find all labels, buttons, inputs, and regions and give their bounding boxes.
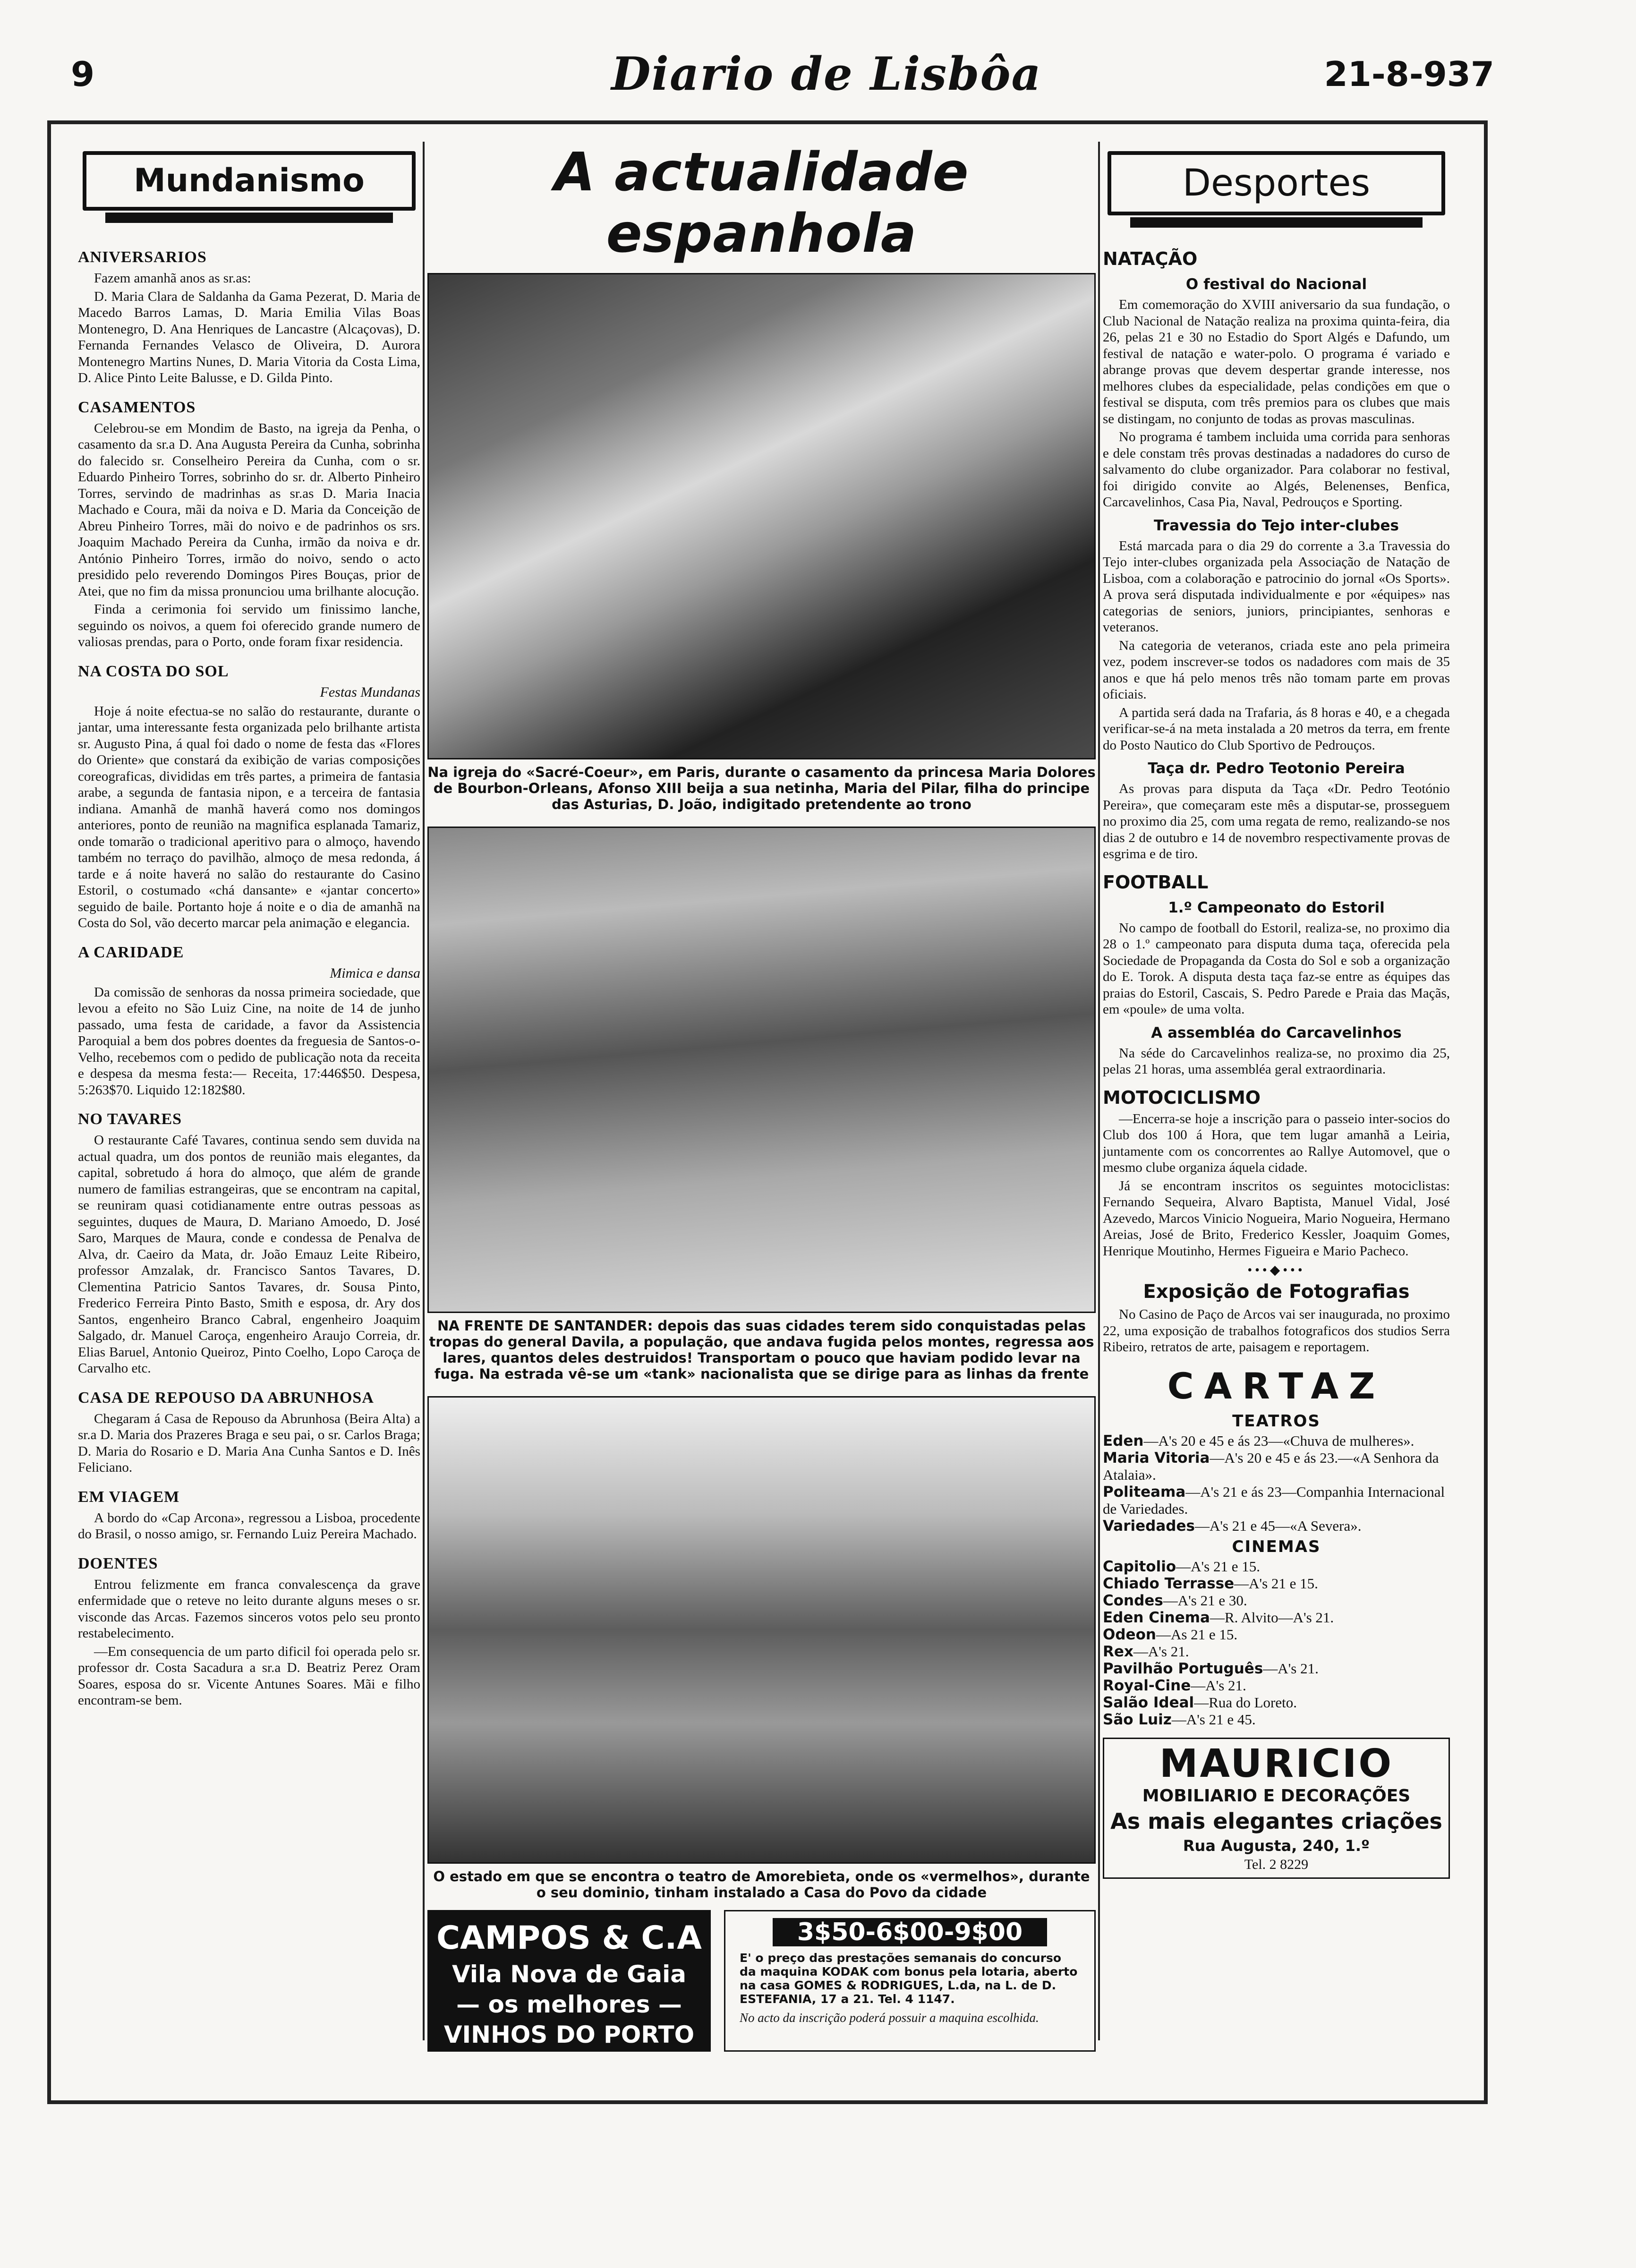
section-heading: DOENTES: [78, 1554, 158, 1572]
showtime: —A's 21 e ás 23—Companhia Internacional de Variedades.: [1103, 1483, 1445, 1517]
article-paragraph: Hoje á noite efectua-se no salão do restaurante, durante o jantar, uma interessante festa organizada pelo brilhante artista sr. Augusto Pina, á qual foi dado o nome de festa das «Flores do Oriente» que constará da exibição de varias composições coreograficas, divididas em três partes, a primeira de fantasia arabe, a segunda de fantasia nipon, e a terceira de fantasia indiana. Amanhã de manhã haverá como nos domingos anteriores, ponto de reunião na magnifica esplanada Tamariz, onde tomarão o tradicional aperitivo para o almoço, havendo também no terraço do pavilhão, almoço de mesa redonda, á tarde e á noite haverá no salão do restaurante do Casino Estoril, o costumado «chá dansante» e «jantar concerto» seguido de baile. Portanto hoje á noite e o dia de amanhã na Costa do Sol, vão decerto marcar pela animação e elegancia.: [78, 703, 420, 930]
showtime: —Rua do Loreto.: [1194, 1694, 1297, 1711]
showtime: —As 21 e 15.: [1156, 1626, 1238, 1643]
article-paragraph: Fazem amanhã anos as sr.as:: [94, 271, 251, 286]
venue-name: Chiado Terrasse: [1103, 1575, 1235, 1592]
section-heading: ANIVERSARIOS: [78, 248, 207, 266]
venue-name: Variedades: [1103, 1517, 1195, 1535]
article-subheading: 1.º Campeonato do Estoril: [1168, 899, 1385, 916]
ad-phone: Tel. 2 8229: [1244, 1856, 1309, 1872]
article-paragraph: —Em consequencia de um parto dificil foi operada pelo sr. professor dr. Costa Sacadura a sr.a D. Beatriz Perez Oram Soares, esposa do sr. Vicente Antunes Soares. Mãi e filho encontram-se bem.: [78, 1644, 420, 1708]
mundanismo-header: Mundanismo: [83, 151, 416, 211]
showtime: —A's 21.: [1263, 1660, 1319, 1677]
section-heading: MOTOCICLISMO: [1103, 1087, 1261, 1108]
article-paragraph: Entrou felizmente em franca convalescença da grave enfermidade que o reteve no leito durante alguns meses o sr. visconde das Arcas. Fazemos sinceros votos pelo seu pronto restabelecimento.: [78, 1577, 420, 1641]
campos-wine-ad: [427, 1910, 711, 2052]
article-paragraph: Na categoria de veteranos, criada este ano pela primeira vez, podem inscrever-se todos os nadadores com mais de 35 anos e que há pelo menos três não tomam parte em provas oficiais.: [1103, 638, 1450, 702]
listing-entry: [1103, 1432, 1450, 1449]
listing-entry: [1103, 1592, 1450, 1609]
listing-entry: [1103, 1575, 1450, 1592]
article-paragraph: Na séde do Carcavelinhos realiza-se, no proximo dia 25, pelas 21 horas, uma assembléa geral extraordinaria.: [1103, 1045, 1450, 1077]
listing-entry: [1103, 1711, 1450, 1728]
football-section: [1103, 872, 1450, 1078]
mundanismo-sections: [78, 248, 420, 1709]
column-separator: [423, 142, 425, 2040]
showtime: —A's 21.: [1133, 1643, 1189, 1660]
venue-name: Condes: [1103, 1592, 1163, 1609]
kodak-contest-ad: [724, 1910, 1096, 2052]
section-heading: CASAMENTOS: [78, 398, 196, 416]
article-subheading: Travessia do Tejo inter-clubes: [1154, 517, 1399, 534]
venue-name: Eden: [1103, 1432, 1144, 1449]
ad-location: Vila Nova de Gaia: [452, 1961, 686, 1988]
desportes-column: [1103, 142, 1450, 1879]
ad-price: 3$50-6$00-9$00: [773, 1918, 1047, 1946]
teatros-list: [1103, 1432, 1450, 1535]
listing-entry: [1103, 1558, 1450, 1575]
ad-brand: CAMPOS & C.A: [436, 1919, 702, 1957]
advertisements: [427, 1910, 1096, 2052]
ad-product: VINHOS DO PORTO: [443, 2021, 695, 2048]
article-paragraph: A bordo do «Cap Arcona», regressou a Lisboa, procedente do Brasil, o nosso amigo, sr. Fernando Luiz Pereira Machado.: [78, 1510, 420, 1542]
photo-caption: O estado em que se encontra o teatro de Amorebieta, onde os «vermelhos», durante o seu dominio, tinham instalado a Casa do Povo da cidade: [433, 1868, 1090, 1901]
photo-caption: NA FRENTE DE SANTANDER: depois das suas cidades terem sido conquistadas pelas tropas do general Davila, a população, que andava fugida pelos montes, regressa aos lares, quantos deles destruidos! Transportam o pouco que haviam podido levar na fuga. Na estrada vê-se um «tank» nacionalista que se dirige para as linhas da frente: [429, 1318, 1094, 1382]
section-heading: EM VIAGEM: [78, 1488, 180, 1506]
venue-name: Rex: [1103, 1643, 1133, 1660]
article-paragraph: Está marcada para o dia 29 do corrente a 3.a Travessia do Tejo inter-clubes organizada pela Associação de Natação de Lisboa, com a colaboração e patrocinio do jornal «Os Sports». A prova será disputada individualmente e por «équipes» nas categorias de seniors, juniors, principiantes, senhoras e veteranos.: [1103, 538, 1450, 635]
santander-front-photo: [427, 827, 1096, 1313]
venue-name: Odeon: [1103, 1626, 1156, 1643]
cartaz-title: CARTAZ: [1167, 1364, 1386, 1407]
photo-caption: Na igreja do «Sacré-Coeur», em Paris, durante o casamento da princesa Maria Dolores de Bourbon-Orleans, Afonso XIII beija a sua netinha, Maria del Pilar, filha do principe das Asturias, D. João, indigitado pretendente ao trono: [427, 764, 1096, 812]
expo-title: Exposição de Fotografias: [1143, 1281, 1410, 1303]
listing-entry: [1103, 1484, 1450, 1518]
venue-name: Capitolio: [1103, 1558, 1176, 1575]
natacao-section: [1103, 248, 1450, 862]
expo-text: No Casino de Paço de Arcos vai ser inaugurada, no proximo 22, uma exposição de trabalhos fotograficos dos studios Serra Ribeiro, retratos de arte, paisagem e reportagem.: [1103, 1307, 1450, 1355]
article-paragraph: Em comemoração do XVIII aniversario da sua fundação, o Club Nacional de Natação realiza na proxima quinta-feira, dia 26, pelas 21 e 30 no Estadio do Sport Algés e Dafundo, um festival de natação e water-polo. O programa é variado e abrange provas que devem despertar grande interesse, nos melhores clubes da especialidade, pelas condições em que o festival se disputa, com três premios para os clubes que mais se distingam, no conjunto de todas as provas masculinas.: [1103, 297, 1450, 426]
venue-name: São Luiz: [1103, 1711, 1172, 1728]
article-paragraph: O restaurante Café Tavares, continua sendo sem duvida na actual quadra, um dos pontos de reunião mais elegantes, da capital, sobretudo á hora do almoço, que além de grande numero de familias estrangeiras, que se encontram na capital, se reuniram quasi cotidianamente entre outras pessoas as seguintes, duques de Maura, D. Mariano Amoedo, D. José Saro, Marques de Maura, conde e condessa de Penalva de Alva, dr. Caeiro da Mata, dr. João Emauz Leite Ribeiro, professor Amzalak, dr. Francisco Santos Tavares, D. Clementina Patricio Santos Tavares, dr. Sousa Pinto, Frederico Ferreira Pinto Basto, Smith e esposa, dr. Ary dos Santos, engenheiro Branco Cabral, engenheiro Joaquim Salgado, dr. Manuel Caroça, engenheiro Araujo Correia, dr. Elias Baruel, Antonio Queiroz, Pinto Coelho, Lopo Caroça de Carvalho etc.: [78, 1133, 420, 1376]
article-subheading: Taça dr. Pedro Teotonio Pereira: [1148, 760, 1405, 777]
venue-name: Maria Vitoria: [1103, 1449, 1210, 1467]
article-paragraph: No programa é tambem incluida uma corrida para senhoras e dele constam três provas destinadas a nadadores do curso de salvamento do clube organizador. Para colaborar no festival, foi dirigido convite ao Algés, Belenenses, Benfica, Carcavelinhos, Casa Pia, Naval, Pedrouços e Sporting.: [1103, 429, 1450, 510]
article-paragraph: As provas para disputa da Taça «Dr. Pedro Teotónio Pereira», que começaram este mês a disputar-se, prosseguem no proximo dia 25, com uma regata de remo, realizando-se nos dias 2 de outubro e 14 de novembro respectivamente provas de esgrima e de tiro.: [1103, 781, 1450, 861]
article-subheading: A assembléa do Carcavelinhos: [1151, 1024, 1402, 1041]
article-paragraph: No campo de football do Estoril, realiza-se, no proximo dia 28 o 1.º campeonato para disputa duma taça, oferecida pela Sociedade de Propaganda da Costa do Sol e sob a organização do E. Torok. A disputa desta taça faz-se entre as équipes das praias do Estoril, Cascais, S. Pedro Parede e Praia das Maçãs, em «poule» de uma volta.: [1103, 920, 1450, 1017]
venue-name: Eden Cinema: [1103, 1609, 1210, 1626]
ad-tagline: — os melhores —: [456, 1991, 682, 2018]
article-paragraph: Chegaram á Casa de Repouso da Abrunhosa (Beira Alta) a sr.a D. Maria dos Prazeres Braga e seu pai, o sr. Carlos Braga; D. Maria do Rosario e D. Maria Ana Cunha Santos e D. Inês Feliciano.: [78, 1411, 420, 1475]
section-subheading: Mimica e dansa: [330, 965, 420, 981]
cinemas-heading: CINEMAS: [1232, 1537, 1321, 1556]
section-heading: NO TAVARES: [78, 1110, 182, 1128]
listing-entry: [1103, 1518, 1450, 1535]
section-heading: FOOTBALL: [1103, 871, 1209, 893]
venue-name: Pavilhão Português: [1103, 1660, 1263, 1677]
newspaper-title: Diario de Lisbôa: [611, 47, 1042, 101]
issue-date: 21-8-937: [1324, 54, 1494, 94]
showtime: —A's 21 e 45.: [1171, 1711, 1256, 1728]
article-paragraph: Da comissão de senhoras da nossa primeira sociedade, que levou a efeito no São Luiz Cine, na noite de 14 de junho passado, uma festa de caridade, a favor da Assistencia Paroquial a bem dos pobres doentes da freguesia de Santos-o-Velho, recebemos com o pedido de publicação nota da receita e despesa da mesma festa:— Receita, 17:446$50. Despesa, 5:263$70. Liquido 12:182$80.: [78, 984, 420, 1098]
article-subheading: O festival do Nacional: [1185, 276, 1367, 293]
section-heading: NA COSTA DO SOL: [78, 662, 229, 680]
article-paragraph: A partida será dada na Trafaria, ás 8 horas e 40, e a chegada verificar-se-á na meta instalada a 20 metros da terra, em frente do Posto Nautico do Club Sportivo de Pedrouços.: [1103, 705, 1450, 753]
venue-name: Salão Ideal: [1103, 1694, 1194, 1711]
showtime: —A's 21 e 30.: [1163, 1592, 1247, 1609]
spanish-news-column: [427, 142, 1096, 2052]
divider-ornament: •••◆•••: [1247, 1263, 1305, 1278]
listing-entry: [1103, 1660, 1450, 1677]
article-paragraph: Finda a cerimonia foi servido um finissimo lanche, seguindo os noivos, a quem foi oferecido grande numero de valiosas prendas, para o Porto, onde foram fixar residencia.: [78, 602, 420, 649]
showtime: —A's 21 e 15.: [1176, 1558, 1260, 1575]
teatros-heading: TEATROS: [1232, 1411, 1321, 1431]
ad-brand: MAURICIO: [1159, 1741, 1394, 1786]
section-heading: CASA DE REPOUSO DA ABRUNHOSA: [78, 1389, 374, 1407]
article-paragraph: D. Maria Clara de Saldanha da Gama Pezerat, D. Maria de Macedo Barros Lamas, D. Maria Emilia Vilas Boas Montenegro, D. Ana Henriques de Lancastre (Alcaçovas), D. Fernanda Fernandes Velasco de Oliveira, D. Aurora Montenegro Martins Nunes, D. Maria Vitoria da Costa Lima, D. Alice Pinto Leite Balusse, e D. Gilda Pinto.: [78, 289, 420, 385]
listing-entry: [1103, 1609, 1450, 1626]
showtime: —A's 20 e 45 e ás 23—«Chuva de mulheres».: [1143, 1432, 1414, 1449]
section-heading: A CARIDADE: [78, 943, 184, 961]
listing-entry: [1103, 1626, 1450, 1643]
ad-address: Rua Augusta, 240, 1.º: [1183, 1836, 1370, 1855]
mauricio-furniture-ad: [1103, 1738, 1450, 1879]
article-paragraph: —Encerra-se hoje a inscrição para o passeio inter-socios do Club dos 100 á Hora, que tem lugar amanhã a Leiria, juntamente com os concorrentes ao Rallye Automovel, que o mesmo clube organiza áquela cidade.: [1103, 1111, 1450, 1175]
ad-text: E' o preço das prestações semanais do concurso da maquina KODAK com bonus pela lotaria, aberto na casa GOMES & RODRIGUES, L.da, na L. de D. ESTEFANIA, 17 a 21. Tel. 4 1147.: [740, 1951, 1078, 2006]
showtime: —R. Alvito—A's 21.: [1210, 1609, 1334, 1626]
ad-note: No acto da inscrição poderá possuir a maquina escolhida.: [740, 2011, 1039, 2025]
listing-entry: [1103, 1677, 1450, 1694]
amorebieta-theatre-photo: [427, 1396, 1096, 1864]
ad-subtitle: MOBILIARIO E DECORAÇÕES: [1142, 1786, 1411, 1806]
mundanismo-column: [78, 142, 420, 1711]
page-number: 9: [71, 54, 95, 94]
cinemas-list: [1103, 1558, 1450, 1728]
listing-entry: [1103, 1643, 1450, 1660]
venue-name: Royal-Cine: [1103, 1677, 1191, 1694]
desportes-header: Desportes: [1108, 151, 1445, 215]
listing-entry: [1103, 1694, 1450, 1711]
wedding-photo: [427, 273, 1096, 759]
showtime: —A's 21.: [1191, 1677, 1246, 1694]
section-title: A actualidade espanhola: [554, 142, 969, 264]
listing-entry: [1103, 1449, 1450, 1484]
section-heading: NATAÇÃO: [1103, 248, 1198, 269]
showtime: —A's 20 e 45 e ás 23.—«A Senhora da Atalaia».: [1103, 1449, 1439, 1483]
article-paragraph: Celebrou-se em Mondim de Basto, na igreja da Penha, o casamento da sr.a D. Ana Augusta Pereira da Cunha, sobrinha do falecido sr. Conselheiro Pereira da Cunha, com o sr. Eduardo Pinheiro Torres, sobrinho do sr. dr. Alberto Pinheiro Torres, servindo de madrinhas as sr.as D. Maria Inacia Machado e Coura, mãi da noiva e D. Maria da Conceição de Abreu Pinheiro Torres, mãi do noivo e de padrinhos os srs. Joaquim Machado Pereira da Cunha, irmão da noiva e dr. António Pinheiro Torres, irmão do noivo, sendo o acto presidido pelo reverendo Domingos Pires Bouças, prior de Atei, que no fim da missa pronunciou uma brilhante alocução.: [78, 420, 420, 599]
venue-name: Politeama: [1103, 1483, 1186, 1501]
article-paragraph: Já se encontram inscritos os seguintes motociclistas: Fernando Sequeira, Alvaro Baptista, Manuel Vidal, José Azevedo, Marcos Vinicio Nogueira, Mario Nogueira, Hermano Areias, José de Brito, Frederico Kessler, Joaquim Gomes, Henrique Moutinho, Hermes Figueira e Mario Pacheco.: [1103, 1178, 1450, 1259]
ad-slogan: As mais elegantes criações: [1110, 1808, 1442, 1834]
motociclismo-section: [1103, 1087, 1450, 1260]
section-subheading: Festas Mundanas: [320, 684, 420, 700]
showtime: —A's 21 e 15.: [1234, 1575, 1318, 1592]
showtime: —A's 21 e 45—«A Severa».: [1194, 1517, 1362, 1534]
column-separator: [1098, 142, 1100, 2040]
